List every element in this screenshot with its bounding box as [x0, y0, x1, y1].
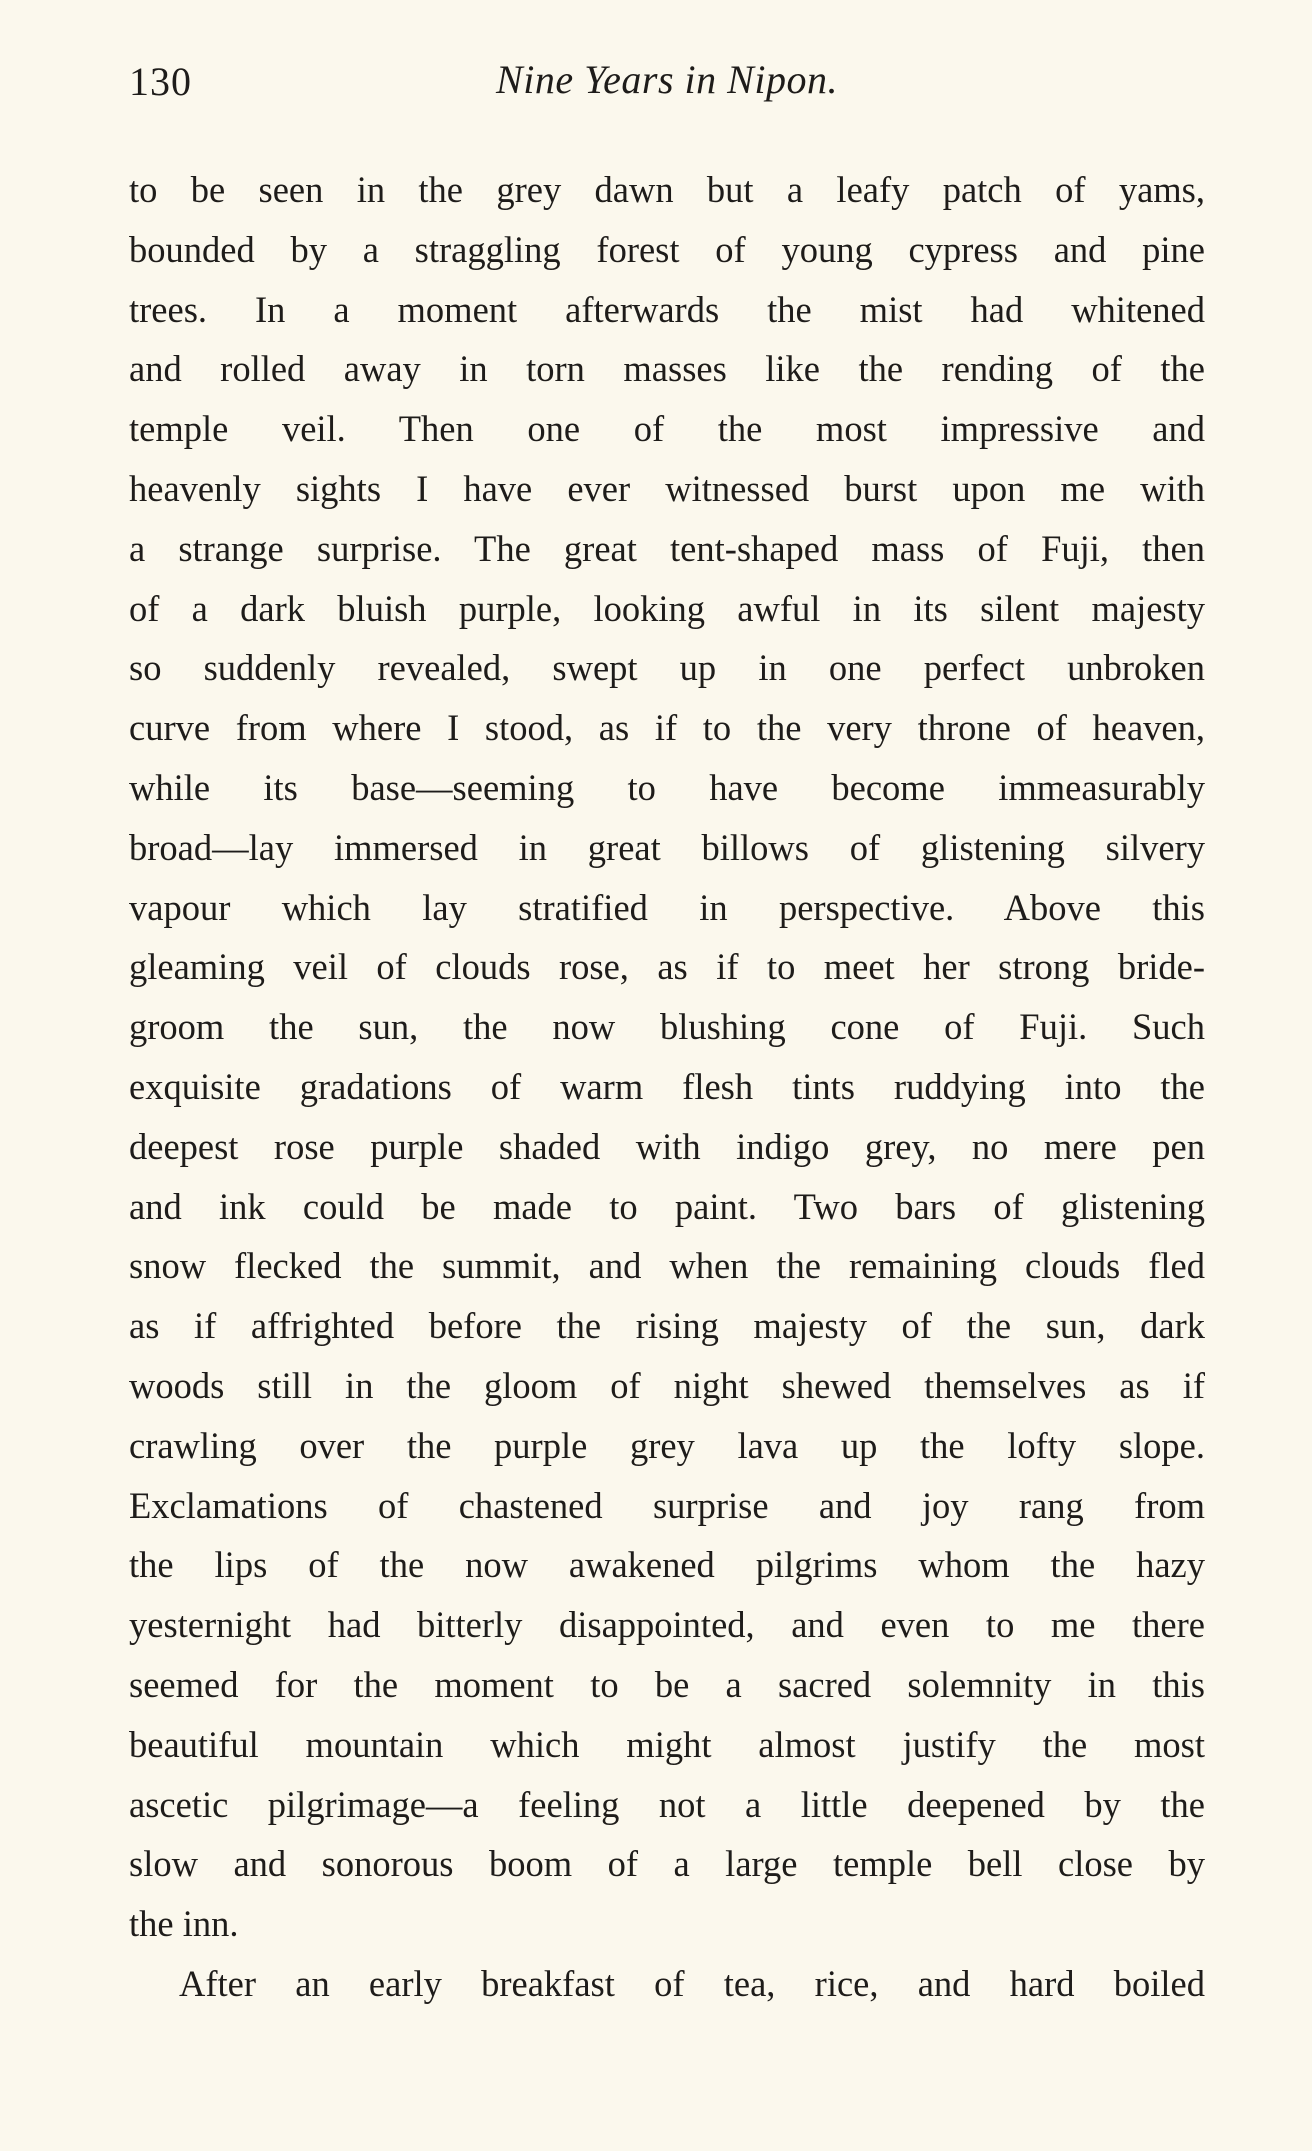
text-line: of a dark bluish purple, looking awful in its silent majesty — [129, 587, 1205, 629]
running-head — [129, 52, 1205, 112]
text-line: vapour which lay stratified in perspective. Above this — [129, 886, 1205, 928]
text-line: bounded by a straggling forest of young cypress and pine — [129, 228, 1205, 270]
text-line: so suddenly revealed, swept up in one perfect unbroken — [129, 647, 1205, 689]
page-number: 130 — [129, 59, 192, 104]
text-line: crawling over the purple grey lava up the lofty slope. — [129, 1424, 1205, 1466]
text-line: to be seen in the grey dawn but a leafy patch of yams, — [129, 169, 1205, 210]
text-line: gleaming veil of clouds rose, as if to meet her strong bride- — [129, 946, 1205, 988]
text-line: deepest rose purple shaded with indigo grey, no mere pen — [129, 1125, 1205, 1167]
text-line: and ink could be made to paint. Two bars of glistening — [129, 1185, 1205, 1227]
text-line: trees. In a moment afterwards the mist had whitened — [129, 288, 1205, 330]
text-line: slow and sonorous boom of a large temple bell close by — [129, 1843, 1205, 1885]
text-line: while its base—seeming to have become immeasurably — [129, 766, 1205, 808]
running-title: Nine Years in Nipon. — [496, 57, 838, 102]
text-line: groom the sun, the now blushing cone of Fuji. Such — [129, 1006, 1205, 1048]
text-line: heavenly sights I have ever witnessed burst upon me with — [129, 467, 1205, 509]
text-line: broad—lay immersed in great billows of glistening silvery — [129, 826, 1205, 868]
text-line: temple veil. Then one of the most impressive and — [129, 408, 1205, 450]
text-line: a strange surprise. The great tent-shaped mass of Fuji, then — [129, 527, 1205, 569]
text-line: seemed for the moment to be a sacred solemnity in this — [129, 1663, 1205, 1705]
text-line: curve from where I stood, as if to the very throne of heaven, — [129, 707, 1205, 749]
text-line: the inn. — [129, 1903, 239, 1945]
text-line: as if affrighted before the rising majesty of the sun, dark — [129, 1305, 1205, 1347]
text-line: ascetic pilgrimage—a feeling not a little deepened by the — [129, 1783, 1205, 1825]
text-line: exquisite gradations of warm flesh tints ruddying into the — [129, 1065, 1205, 1107]
text-line: and rolled away in torn masses like the rending of the — [129, 348, 1205, 390]
text-line: After an early breakfast of tea, rice, and hard boiled — [179, 1962, 1205, 2004]
text-line: woods still in the gloom of night shewed themselves as if — [129, 1364, 1205, 1406]
body-text — [129, 160, 1205, 2014]
text-line: snow flecked the summit, and when the remaining clouds fled — [129, 1245, 1205, 1287]
text-line: beautiful mountain which might almost justify the most — [129, 1723, 1205, 1765]
text-line: Exclamations of chastened surprise and joy rang from — [129, 1484, 1205, 1526]
text-line: the lips of the now awakened pilgrims whom the hazy — [129, 1544, 1205, 1586]
text-line: yesternight had bitterly disappointed, and even to me there — [129, 1604, 1205, 1646]
